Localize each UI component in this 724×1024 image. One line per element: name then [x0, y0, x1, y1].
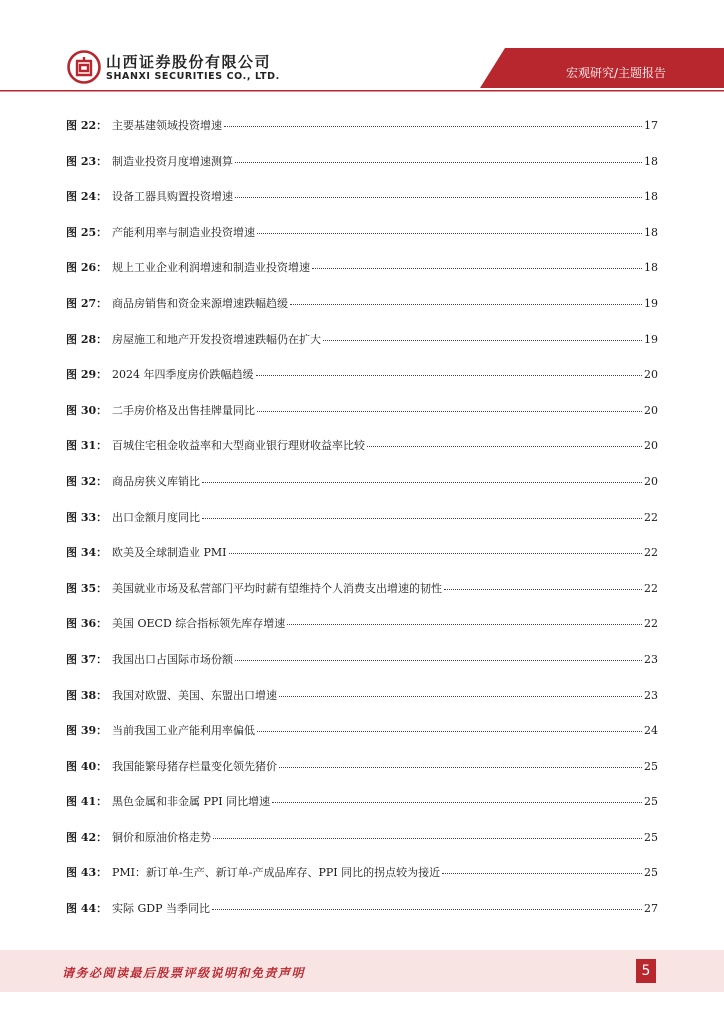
toc-entry-page: 19 [644, 332, 658, 346]
toc-entry-label: 图 37： [66, 652, 108, 666]
toc-entry-title: 美国 OECD 综合指标领先库存增速 [112, 617, 286, 631]
toc-entry[interactable] [66, 190, 658, 226]
toc-entry-label: 图 39： [66, 724, 108, 738]
toc-entry-label: 图 33： [66, 510, 108, 524]
toc-entry-title: 我国出口占国际市场份额 [112, 652, 233, 666]
toc-entry[interactable] [66, 760, 658, 796]
toc-leader-dots [323, 332, 642, 341]
toc-entry-page: 25 [644, 830, 658, 844]
toc-entry-page: 19 [644, 296, 658, 310]
toc-entry-page: 22 [644, 581, 658, 595]
toc-entry-title: 铜价和原油价格走势 [112, 830, 211, 844]
toc-entry-page: 20 [644, 368, 658, 382]
toc-leader-dots [235, 189, 642, 198]
toc-entry-title: 规上工业企业利润增速和制造业投资增速 [112, 261, 310, 275]
toc-entry-label: 图 42： [66, 830, 108, 844]
toc-entry-label: 图 29： [66, 368, 108, 382]
shanxi-securities-logo-icon [67, 50, 101, 84]
toc-entry-page: 17 [644, 119, 658, 132]
toc-entry[interactable] [66, 546, 658, 582]
toc-entry-page: 22 [644, 510, 658, 524]
company-name-cn: 山西证券股份有限公司 [106, 53, 272, 71]
toc-entry[interactable] [66, 689, 658, 725]
toc-leader-dots [287, 616, 642, 625]
toc-entry-title: 欧美及全球制造业 PMI [112, 546, 227, 560]
report-type-label: 宏观研究/主题报告 [565, 66, 666, 80]
toc-entry[interactable] [66, 831, 658, 867]
toc-entry-title: 房屋施工和地产开发投资增速跌幅仍在扩大 [112, 332, 321, 346]
toc-entry-page: 18 [644, 261, 658, 275]
toc-entry-label: 图 23： [66, 154, 108, 168]
toc-entry[interactable] [66, 511, 658, 547]
toc-entry[interactable] [66, 866, 658, 902]
toc-leader-dots [272, 794, 642, 803]
toc-entry-label: 图 28： [66, 332, 108, 346]
figure-index-list [66, 119, 658, 938]
toc-entry-page: 18 [644, 225, 658, 239]
toc-leader-dots [312, 260, 642, 269]
toc-entry-page: 25 [644, 795, 658, 809]
toc-entry-title: 我国能繁母猪存栏量变化领先猪价 [112, 759, 277, 773]
toc-entry-page: 24 [644, 724, 658, 738]
toc-entry-page: 20 [644, 403, 658, 417]
toc-entry[interactable] [66, 119, 658, 155]
toc-leader-dots [257, 225, 642, 234]
toc-leader-dots [235, 652, 642, 661]
company-name-en: SHANXI SECURITIES CO., LTD. [106, 71, 280, 82]
toc-entry-title: PMI：新订单-生产、新订单-产成品库存、PPI 同比的拐点较为接近 [112, 866, 441, 880]
toc-entry[interactable] [66, 617, 658, 653]
toc-entry[interactable] [66, 439, 658, 475]
toc-entry-title: 设备工器具购置投资增速 [112, 190, 233, 204]
toc-entry-title: 制造业投资月度增速测算 [112, 154, 233, 168]
toc-entry-title: 我国对欧盟、美国、东盟出口增速 [112, 688, 277, 702]
toc-entry-label: 图 31： [66, 439, 108, 453]
toc-entry[interactable] [66, 404, 658, 440]
toc-leader-dots [213, 830, 642, 839]
toc-entry[interactable] [66, 226, 658, 262]
toc-leader-dots [229, 545, 642, 554]
toc-entry-label: 图 44： [66, 902, 108, 916]
toc-entry-label: 图 26： [66, 261, 108, 275]
toc-entry[interactable] [66, 261, 658, 297]
toc-entry-page: 25 [644, 866, 658, 880]
page-number: 5 [636, 959, 656, 983]
toc-entry-title: 商品房销售和资金来源增速跌幅趋缓 [112, 296, 288, 310]
toc-entry-title: 商品房狭义库销比 [112, 474, 200, 488]
toc-entry[interactable] [66, 475, 658, 511]
toc-entry[interactable] [66, 724, 658, 760]
page-header [0, 0, 724, 100]
toc-entry-page: 23 [644, 652, 658, 666]
toc-entry-page: 18 [644, 154, 658, 168]
toc-entry-page: 25 [644, 759, 658, 773]
toc-entry-label: 图 43： [66, 866, 108, 880]
toc-entry-title: 美国就业市场及私营部门平均时薪有望维持个人消费支出增速的韧性 [112, 581, 442, 595]
toc-entry-title: 当前我国工业产能利用率偏低 [112, 724, 255, 738]
toc-leader-dots [442, 865, 642, 874]
toc-entry-title: 黑色金属和非金属 PPI 同比增速 [112, 795, 271, 809]
toc-entry-label: 图 25： [66, 225, 108, 239]
toc-leader-dots [235, 154, 642, 163]
toc-entry-title: 主要基建领域投资增速 [112, 119, 222, 132]
toc-leader-dots [202, 474, 642, 483]
toc-entry-page: 22 [644, 617, 658, 631]
toc-entry-title: 二手房价格及出售挂牌量同比 [112, 403, 255, 417]
toc-leader-dots [367, 438, 642, 447]
toc-entry-page: 20 [644, 439, 658, 453]
toc-entry-title: 产能利用率与制造业投资增速 [112, 225, 255, 239]
toc-entry[interactable] [66, 795, 658, 831]
toc-leader-dots [256, 367, 643, 376]
toc-entry-title: 2024 年四季度房价跌幅趋缓 [112, 368, 254, 382]
toc-entry-label: 图 32： [66, 474, 108, 488]
toc-leader-dots [444, 581, 642, 590]
toc-leader-dots [257, 723, 642, 732]
toc-entry-label: 图 27： [66, 296, 108, 310]
toc-entry[interactable] [66, 297, 658, 333]
toc-entry-title: 实际 GDP 当季同比 [112, 902, 211, 916]
toc-entry[interactable] [66, 368, 658, 404]
toc-leader-dots [212, 901, 642, 910]
toc-leader-dots [279, 688, 642, 697]
toc-entry-label: 图 34： [66, 546, 108, 560]
toc-entry-page: 27 [644, 902, 658, 916]
toc-entry-label: 图 30： [66, 403, 108, 417]
toc-entry-label: 图 41： [66, 795, 108, 809]
toc-entry-title: 出口金额月度同比 [112, 510, 200, 524]
toc-entry-label: 图 35： [66, 581, 108, 595]
toc-entry-label: 图 40： [66, 759, 108, 773]
disclaimer-text: 请务必阅读最后股票评级说明和免责声明 [62, 966, 306, 980]
toc-entry-page: 22 [644, 546, 658, 560]
toc-entry-title: 百城住宅租金收益率和大型商业银行理财收益率比较 [112, 439, 365, 453]
toc-entry[interactable] [66, 902, 658, 938]
toc-leader-dots [290, 296, 642, 305]
toc-entry-page: 18 [644, 190, 658, 204]
toc-entry-page: 23 [644, 688, 658, 702]
toc-leader-dots [224, 118, 642, 127]
toc-entry[interactable] [66, 155, 658, 191]
toc-entry-label: 图 22： [66, 119, 108, 132]
toc-entry-label: 图 36： [66, 617, 108, 631]
page-footer [0, 950, 724, 992]
toc-entry[interactable] [66, 582, 658, 618]
toc-entry-label: 图 38： [66, 688, 108, 702]
toc-entry[interactable] [66, 333, 658, 369]
toc-leader-dots [279, 759, 642, 768]
toc-entry-page: 20 [644, 474, 658, 488]
toc-leader-dots [202, 510, 642, 519]
toc-leader-dots [257, 403, 642, 412]
toc-entry-label: 图 24： [66, 190, 108, 204]
toc-entry[interactable] [66, 653, 658, 689]
